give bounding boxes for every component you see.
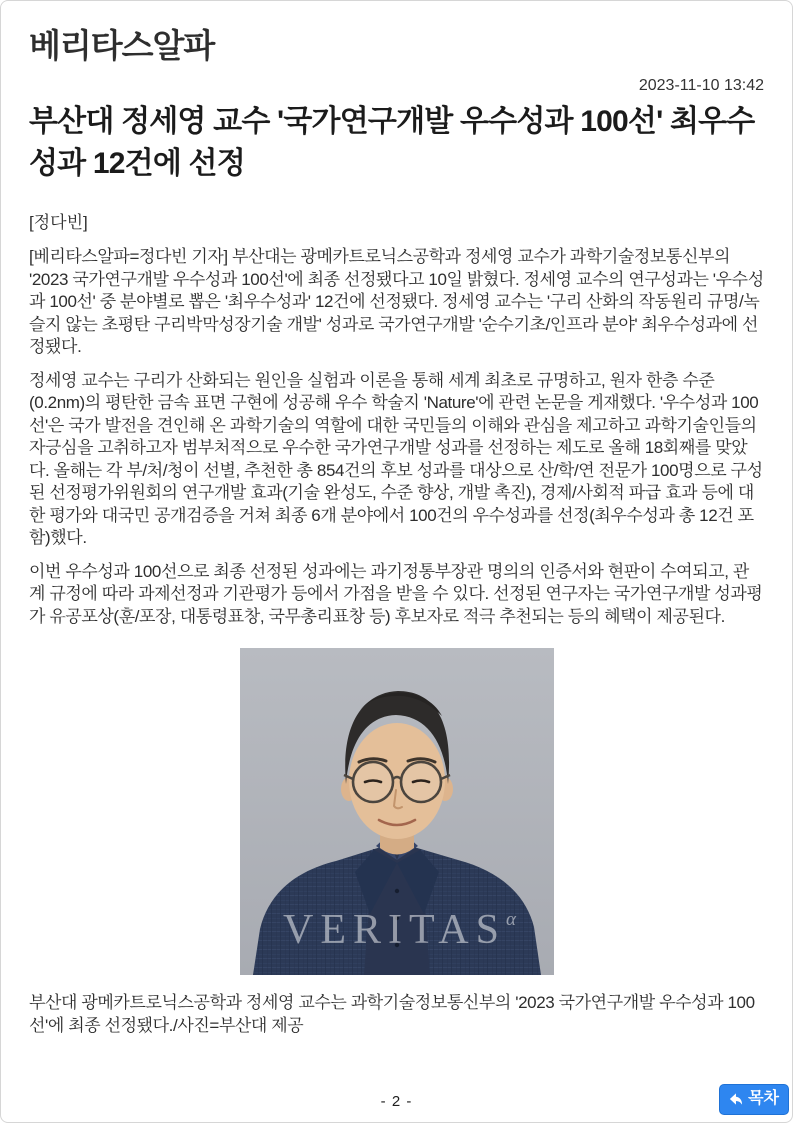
article-paragraph: [베리타스알파=정다빈 기자] 부산대는 광메카트로닉스공학과 정세영 교수가 과학기술정보통신부의 '2023 국가연구개발 우수성과 100선'에 최종 선정됐다고 10일 밝혔다. 정세영 교수의 연구성과는 '우수성과 100선' 중 분야별로 뽑은 '최우수성과' 12건에 선정됐다. 정세영 교수는 '구리 산화의 작동원리 규명/녹슬지 않는 초평탄 구리박막성장기술 개발' 성과로 국가연구개발 '순수기초/인프라 분야' 최우수성과에 선정됐다. (29, 247, 764, 356)
article-figure (29, 648, 764, 1037)
photo-watermark: $VERITAS^\alpha$ (282, 907, 523, 953)
article-paragraph: 정세영 교수는 구리가 산화되는 원인을 실험과 이론을 통해 세계 최초로 규명하고, 원자 한층 수준(0.2nm)의 평탄한 금속 표면 구현에 성공해 우수 학술지 'Nature'에 관련 논문을 게재했다. '우수성과 100선'은 국가 발전을 견인해 온 과학기술의 역할에 대한 국민들의 이해와 관심을 제고하고 과학기술인들의 자긍심을 고취하고자 범부처적으로 우수한 국가연구개발 성과를 선정하는 제도로 올해 18회째를 맞았다. 올해는 각 부/처/청이 선별, 추천한 총 854건의 후보 성과를 대상으로 산/학/연 전문가 100명으로 구성된 선정평가위원회의 연구개발 효과(기술 완성도, 수준 향상, 개발 촉진), 경제/사회적 파급 효과 등에 대한 평가와 대국민 공개검증을 거쳐 최종 6개 분야에서 100건의 우수성과를 선정(최우수성과 총 12건 포함)했다. (29, 370, 763, 547)
professor-portrait-illustration (240, 648, 554, 975)
article-datetime: 2023-11-10 13:42 (638, 77, 764, 94)
back-arrow-icon (728, 1092, 743, 1107)
article-paragraph: 이번 우수성과 100선으로 최종 선정된 성과에는 과기정통부장관 명의의 인증서와 현판이 수여되고, 관계 규정에 따라 과제선정과 기관평가 등에서 가점을 받을 수 있다. 선정된 연구자는 국가연구개발 성과평가 유공포상(훈/포장, 대통령표창, 국무총리표창 등) 후보자로 적극 추천되는 등의 혜택이 제공된다. (29, 561, 763, 626)
toc-button-label: 목차 (748, 1090, 779, 1107)
article-byline: [정다빈] (29, 213, 88, 232)
professor-photo (240, 648, 554, 975)
masthead-logo: 베리타스알파 (29, 27, 215, 64)
toc-button[interactable] (719, 1084, 789, 1115)
page-number: - 2 - (380, 1093, 413, 1110)
article-content (1, 1, 792, 1037)
photo-caption: 부산대 광메카트로닉스공학과 정세영 교수는 과학기술정보통신부의 '2023 국가연구개발 우수성과 100선'에 최종 선정됐다./사진=부산대 제공 (29, 993, 755, 1035)
article-title: 부산대 정세영 교수 '국가연구개발 우수성과 100선' 최우수성과 12건에 선정 (29, 105, 755, 180)
